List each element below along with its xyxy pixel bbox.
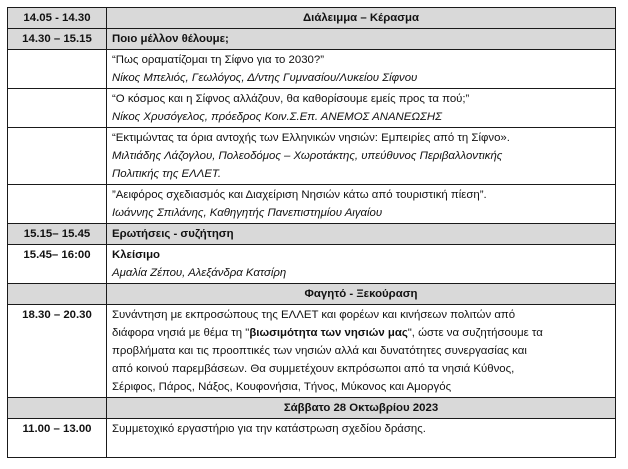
description-text: διάφορα νησιά με θέμα τη " <box>112 327 250 339</box>
talk-speaker: Νίκος Χρυσόγελος, πρόεδρος Κοιν.Σ.Επ. ΑΝΕΜΟΣ ΑΝΑΝΕΩΣΗΣ <box>112 111 442 123</box>
schedule-row <box>8 185 616 224</box>
talk-cell <box>107 185 616 224</box>
schedule-row <box>8 419 616 458</box>
closing-names: Αμαλία Ζέπου, Αλεξάνδρα Κατσίρη <box>112 267 287 279</box>
schedule-row <box>8 29 616 50</box>
schedule-row <box>8 305 616 398</box>
empty-time-cell <box>8 284 107 305</box>
schedule-row <box>8 128 616 185</box>
schedule-row <box>8 224 616 245</box>
schedule-row <box>8 284 616 305</box>
description-line <box>112 324 610 342</box>
day-heading: Σάββατο 28 Οκτωβρίου 2023 <box>107 398 616 419</box>
schedule-row <box>8 245 616 284</box>
empty-time-cell <box>8 398 107 419</box>
time-cell: 14.05 - 14.30 <box>8 8 107 29</box>
description-line: από κοινού παρεμβάσεων. Θα συμμετέχουν εκπρόσωποι από τα νησιά Κύθνος, <box>112 363 515 375</box>
time-cell: 15.15– 15.45 <box>8 224 107 245</box>
session-title: Ποιο μέλλον θέλουμε; <box>107 29 616 50</box>
empty-time-cell <box>8 50 107 89</box>
empty-time-cell <box>8 185 107 224</box>
talk-cell <box>107 128 616 185</box>
description-line: Συνάντηση με εκπροσώπους της ΕΛΛΕΤ και φορέων και κινήσεων πολιτών από <box>112 309 516 321</box>
meeting-description <box>107 305 616 398</box>
schedule-row <box>8 50 616 89</box>
break-label: Διάλειμμα – Κέρασμα <box>107 8 616 29</box>
talk-speaker: Μιλτιάδης Λάζογλου, Πολεοδόμος – Χωροτάκτης, υπεύθυνος Περιβαλλοντικής <box>112 150 503 162</box>
description-line: Σέριφος, Πάρος, Νάξος, Κουφονήσια, Τήνος, Μύκονος και Αμοργός <box>112 381 452 393</box>
talk-cell <box>107 50 616 89</box>
closing-cell <box>107 245 616 284</box>
schedule-table <box>7 7 616 458</box>
talk-title: ”Αειφόρος σχεδιασμός και Διαχείριση Νησιών κάτω από τουριστική πίεση”. <box>112 189 487 201</box>
empty-time-cell <box>8 128 107 185</box>
description-line: προβλήματα και τις προοπτικές των νησιών αλλά και δυνατότητες συνεργασίας και <box>112 345 527 357</box>
talk-speaker: Ιωάννης Σπιλάνης, Καθηγητής Πανεπιστημίου Αιγαίου <box>112 207 383 219</box>
talk-title: “Πως οραματίζομαι τη Σίφνο για το 2030?” <box>112 54 325 66</box>
workshop-description: Συμμετοχικό εργαστήριο για την κατάστρωση σχεδίου δράσης. <box>107 419 616 458</box>
talk-speaker-continued: Πολιτικής της ΕΛΛΕΤ. <box>112 168 222 180</box>
schedule-row <box>8 89 616 128</box>
talk-title: “Ο κόσμος και η Σίφνος αλλάζουν, θα καθορίσουμε εμείς προς τα πού;” <box>112 93 470 105</box>
schedule-row <box>8 398 616 419</box>
time-cell: 18.30 – 20.30 <box>8 305 107 398</box>
talk-title: “Εκτιμώντας τα όρια αντοχής των Ελληνικών νησιών: Εμπειρίες από τη Σίφνο». <box>112 132 510 144</box>
time-cell: 14.30 – 15.15 <box>8 29 107 50</box>
description-emphasis: βιωσιμότητα των νησιών μας <box>249 327 408 339</box>
time-cell: 15.45– 16:00 <box>8 245 107 284</box>
talk-cell <box>107 89 616 128</box>
session-title: Ερωτήσεις - συζήτηση <box>107 224 616 245</box>
meal-label: Φαγητό - Ξεκούραση <box>107 284 616 305</box>
description-text: ", ώστε να συζητήσουμε τα <box>407 327 543 339</box>
time-cell: 11.00 – 13.00 <box>8 419 107 458</box>
talk-speaker: Νίκος Μπελιός, Γεωλόγος, Δ/ντης Γυμνασίου/Λυκείου Σίφνου <box>112 72 418 84</box>
empty-time-cell <box>8 89 107 128</box>
session-title: Κλείσιμο <box>112 249 161 261</box>
schedule-row <box>8 8 616 29</box>
